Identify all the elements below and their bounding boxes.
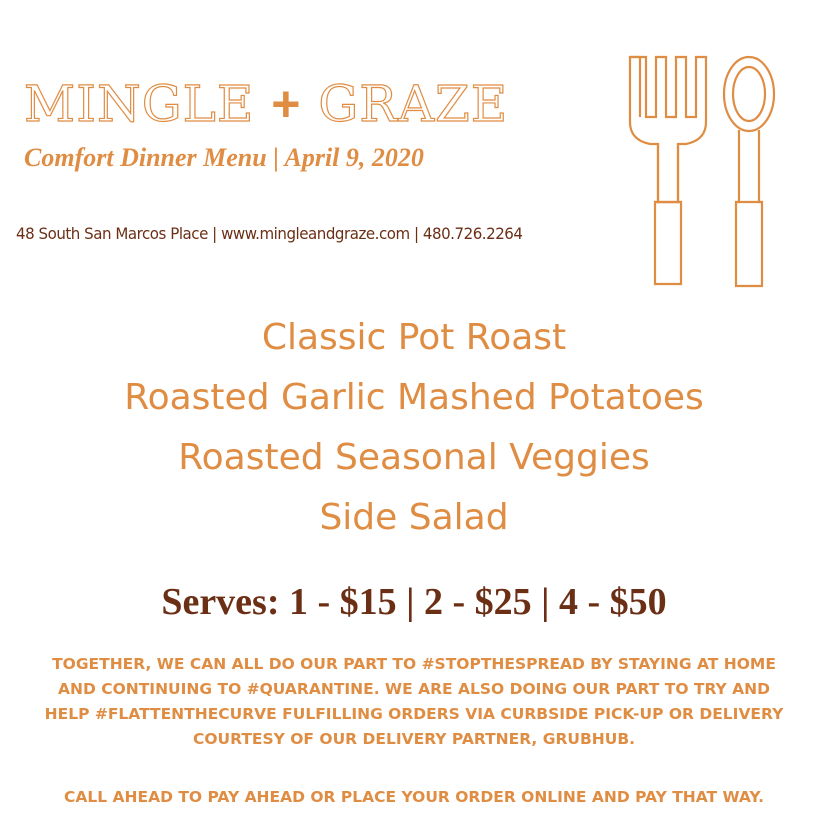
brand-plus: + (271, 76, 302, 132)
brand-title (24, 74, 564, 134)
pricing-line: Serves: 1 - $15 | 2 - $25 | 4 - $50 (161, 581, 667, 623)
notice-paragraph (8, 652, 820, 752)
brand-word-left: MINGLE (24, 75, 255, 133)
menu-item-veggies: Roasted Seasonal Veggies (178, 437, 650, 478)
contact-line: 48 South San Marcos Place | www.mingleandgraze.com | 480.726.2264 (16, 224, 523, 243)
notice-line: HELP #FLATTENTHECURVE FULFILLING ORDERS VIA CURBSIDE PICK-UP OR DELIVERY (44, 705, 784, 723)
menu-subtitle: Comfort Dinner Menu | April 9, 2020 (24, 143, 424, 172)
brand-word-right: GRAZE (318, 75, 509, 133)
notice-line: COURTESY OF OUR DELIVERY PARTNER, GRUBHUB. (192, 730, 636, 748)
fork-and-spoon-icon (625, 52, 785, 297)
call-ahead-note: CALL AHEAD TO PAY AHEAD OR PLACE YOUR ORDER ONLINE AND PAY THAT WAY. (64, 788, 764, 806)
menu-item-pot-roast: Classic Pot Roast (261, 317, 567, 358)
notice-line: TOGETHER, WE CAN ALL DO OUR PART TO #STOPTHESPREAD BY STAYING AT HOME (52, 655, 776, 673)
fork-icon (630, 57, 706, 284)
menu-items (0, 308, 828, 548)
menu-item-mashed-potatoes: Roasted Garlic Mashed Potatoes (124, 377, 704, 418)
notice-line: AND CONTINUING TO #QUARANTINE. WE ARE ALSO DOING OUR PART TO TRY AND (57, 680, 771, 698)
spoon-icon (724, 57, 774, 286)
menu-item-side-salad: Side Salad (319, 497, 509, 538)
